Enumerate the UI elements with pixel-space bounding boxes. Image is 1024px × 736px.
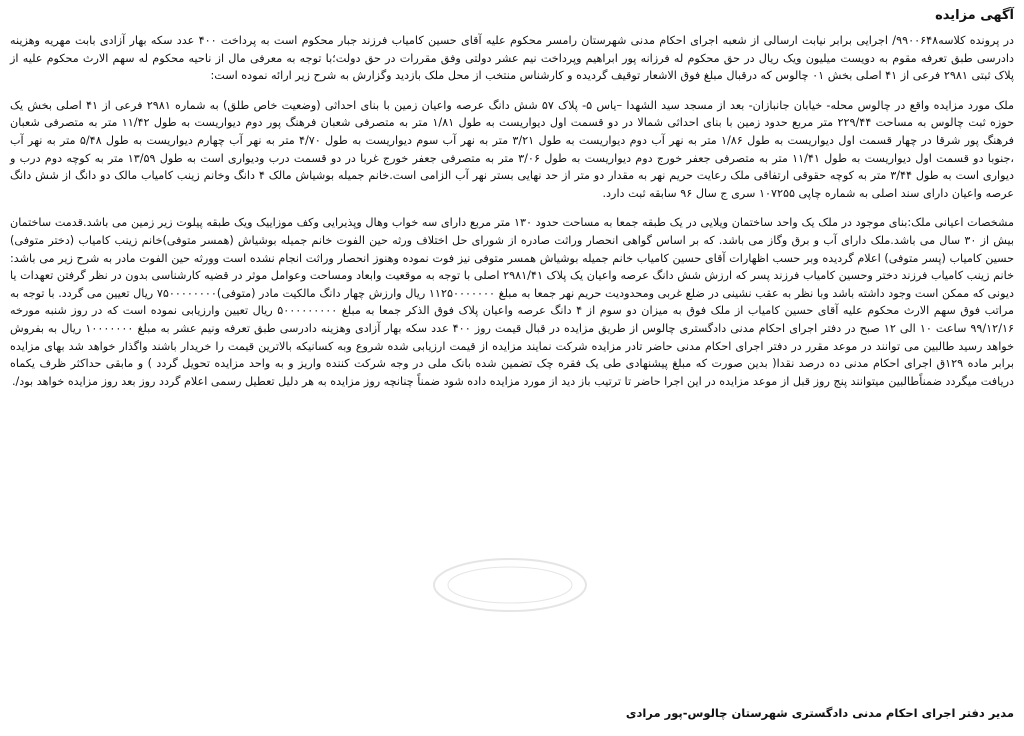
building-details-paragraph: مشخصات اعیانی ملک:بنای موجود در ملک یک واحد ساختمان ویلایی در یک طبقه جمعا به مساحت حدود ۱۳۰ متر مربع دارای سه خواب وهال وپذیرایی وکف موزاییک ویک طبقه پیلوت زیر زمین می باشد.قدمت ساختمان بیش از ۳۰ سال می باشد.ملک دارای آب و برق وگاز می باشد. که بر اساس گواهی انحصار وراثت صادره از شورای حل اختلاف ورثه حین الفوت خانم جمیله بوشیاش (همسر متوفی)خانم زینب کامیاب (دختر متوفی) حسین کامیاب (پسر متوفی) اعلام گردیده وبر حسب اظهارات آقای حسین کامیاب خانم جمیله بوشیاش همسر متوفی نیز فوت نموده وهنوز انحصار وراثت انجام نشده است وورثه حین الفوت مادر به شرح زیر می باشد: خانم زینب کامیاب فرزند دختر وحسین کامیاب فرزند پسر که ارزش شش دانگ عرصه واعیان یک پلاک ۲۹۸۱/۴۱ اصلی با توجه به موقعیت وابعاد ومساحت وعوامل موثر در قضیه کارشناسی بدون در نظر گرفتن تعهدات یا دیونی که ممکن است وجود داشته باشد وبا نظر به عقب نشینی در ضلع غربی ومحدودیت حریم نهر جمعا به مبلغ ۱۱۲۵۰۰۰۰۰۰۰ ریال وارزش چهار دانگ مالکیت مادر (متوفی)۷۵۰۰۰۰۰۰۰۰ ریال تعیین می گردد. با توجه به مراتب فوق سهم الارث محکوم علیه آقای حسین کامیاب از ملک فوق به میزان دو سوم از ۴ دانگ عرصه واعیان پلاک فوق الذکر جمعا به مبلغ ۵۰۰۰۰۰۰۰۰۰ ریال تعیین وارزیابی نموده است که در روز شنبه مورخه ۹۹/۱۲/۱۶ ساعت ۱۰ الی ۱۲ صبح در دفتر اجرای احکام مدنی دادگستری چالوس از طریق مزایده در قبال قیمت روز ۴۰۰ عدد سکه بهار آزادی وهزینه دادرسی طبق تعرفه ونیم عشر به مبلغ ۱۰۰۰۰۰۰۰ ریال به بفروش خواهد رسید طالبین می توانند در موعد مقرر در دفتر اجرای احکام مدنی حاضر تادر مزایده شرکت نمایند مزایده از قیمت ارزیابی شده شروع وبه کسانیکه بالاترین قیمت را خریدار باشند واگذار خواهد شد بهای مزایده برابر ماده ۱۲۹ق اجرای احکام مدنی ده درصد نقدا( بدین صورت که مبلغ پیشنهادی طی یک فقره چک تضمین شده بانک ملی در وجه شرکت کننده واریز و به واحد مزایده تحویل گردد ) و مابقی حداکثر ظرف یکماه دریافت میگردد ضمناًطالبین میتوانند پنج روز قبل از موعد مزایده در این اجرا حاضر تا ترتیب باز دید از مورد مزایده داده شود ضمناً چنانچه روز مزایده به هر دلیل تعطیل رسمی اعلام گردد روز بعد روز مزایده خواهد بود/. bbox=[10, 216, 1015, 388]
case-paragraph: در پرونده کلاسه۹۹۰۰۶۴۸/ اجرایی برابر نیابت ارسالی از شعبه اجرای احکام مدنی شهرستان رامسر محکوم علیه آقای حسین کامیاب فرزند جبار محکوم است به پرداخت ۴۰۰ عدد سکه بهار آزادی بابت مهریه وهزینه دادرسی طبق تعرفه مقوم به دویست میلیون ویک ریال در حق محکوم له فرزانه پور ابراهیم وپرداخت نیم عشر دولتی وفق مقررات در حق دولت؛با توجه به معرفی مال از ناحیه محکوم له سهم الارث محکوم علیه از پلاک ثبتی ۲۹۸۱ فرعی از ۴۱ اصلی بخش ۰۱ چالوس که درقبال مبلغ فوق الاشعار توقیف گردیده و کارشناس منتخب از محل ملک بازدید وگزارش به شرح زیر ارائه نموده است: bbox=[10, 34, 1014, 83]
notice-title: آگهی مزایده bbox=[935, 8, 1014, 23]
signature-line: مدیر دفتر اجرای احکام مدنی دادگستری شهرستان چالوس-پور مرادی bbox=[625, 706, 1014, 720]
faded-stamp-watermark bbox=[430, 555, 590, 615]
paragraph-spacer bbox=[10, 89, 1014, 97]
property-paragraph: ملک مورد مزایده واقع در چالوس محله- خیابان جانبازان- بعد از مسجد سید الشهدا –یاس ۵- پلاک ۵۷ شش دانگ عرصه واعیان زمین با بنای احداثی (وضعیت خاص طلق) به شماره ۲۹۸۱ فرعی از ۴۱ اصلی بخش یک حوزه ثبت چالوس به مساحت ۲۲۹/۴۴ متر مربع حدود زمین با بنای احداثی شمالا در دو قسمت اول دیواریست به طول ۱/۸۱ متر به متصرفی شعبان فرهنگ پور دوم دیواریست به طول ۱۱/۴۲ متر به متصرفی شعبان فرهنگ پور شرقا در چهار قسمت اول دیواریست به طول ۱/۸۶ متر به نهر آب دوم دیواریست به طول ۳/۲۱ متر به نهر آب سوم دیواریست به طول ۴/۷۰ متر به نهر آب چهارم دیواریست به طول ۵/۴۸ متر به نهر آب ،جنوبا دو قسمت اول دیواریست به طول ۱۱/۴۱ متر به متصرفی جعفر خورج دوم دیواریست به طول ۳/۰۶ متر به متصرفی جعفر خورج غربا در دو قسمت درب ودیواری است به طول ۱۳/۵۹ متر به کوچه دوم درب و دیواری است به طول ۳/۴۴ متر به کوچه حقوقی ارتفاقی ملک رعایت حریم نهر به مقدار دو متر از حد نهایی بستر نهر آب الزامی است.خانم جمیله بوشیاش مالک ۴ دانگ وخانم زینب کامیاب مالک دو دانگ از شش دانگ عرصه واعیان دارای سند اصلی به شماره چاپی ۱۰۷۲۵۵ سری ج سال ۹۶ سابقه ثبت دارد. bbox=[10, 98, 1015, 200]
paragraph-spacer bbox=[10, 206, 1014, 214]
